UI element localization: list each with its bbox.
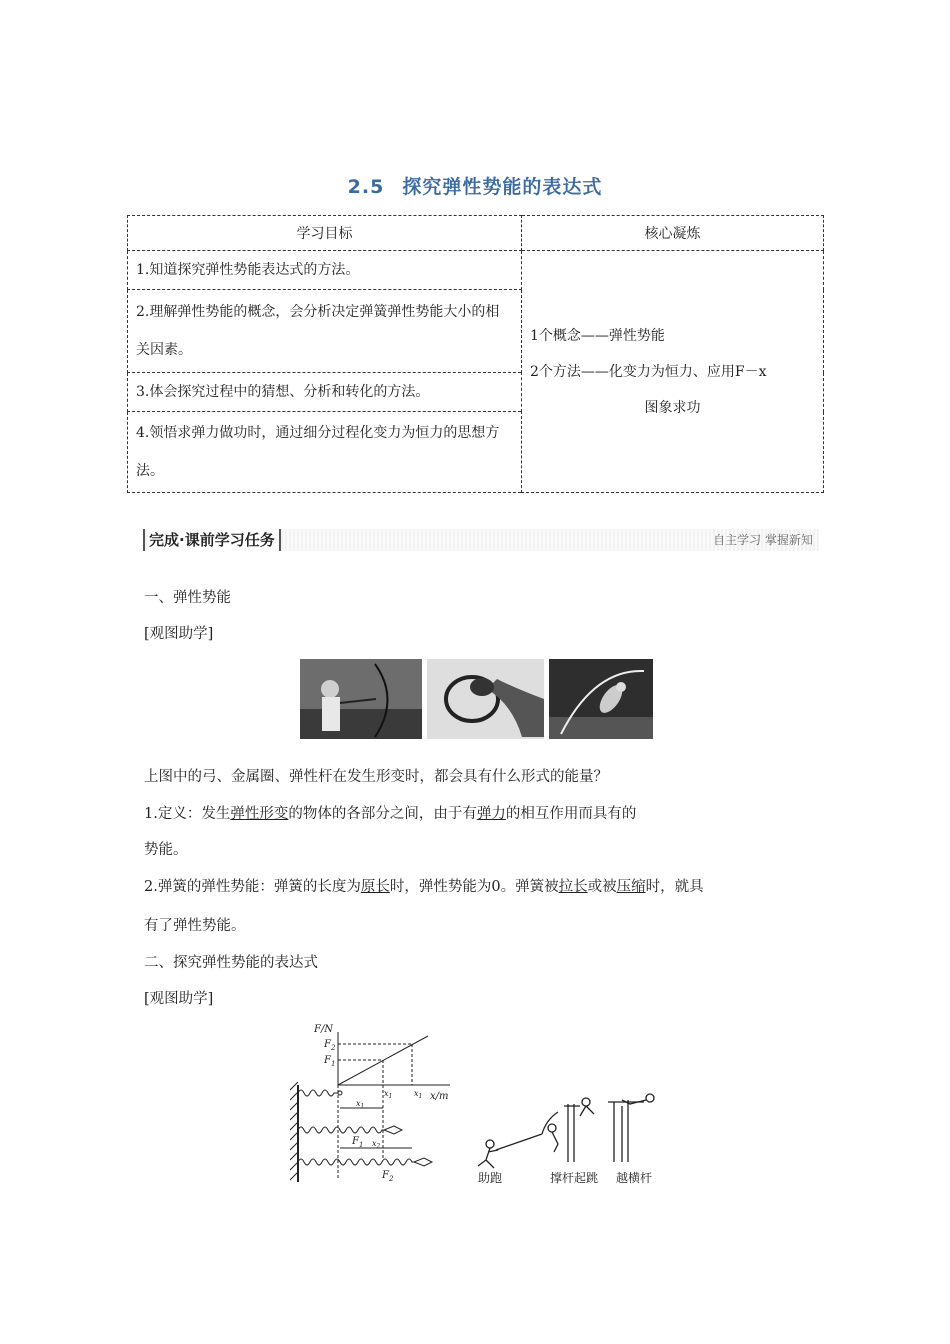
core-line-1: 1个概念——弹性势能 xyxy=(530,327,665,344)
stage-run-label: 助跑 xyxy=(478,1171,503,1185)
stage-over-label: 越横杆 xyxy=(616,1171,653,1185)
f2-spring-label: $F_2$ xyxy=(382,1170,394,1183)
f2-label: $F_2$ xyxy=(324,1039,336,1052)
spring-energy-end: 有了弹性势能。 xyxy=(144,918,246,934)
x1-tick-right: $x_1$ xyxy=(414,1089,423,1100)
section2-tag: [观图助学] xyxy=(144,991,214,1007)
blank-natural-length: 原长 xyxy=(360,879,390,895)
core-line-2: 2个方法——化变力为恒力、应用F－x xyxy=(530,363,767,380)
archery-photo xyxy=(300,659,422,739)
pole-vault-photo xyxy=(549,659,653,739)
f1-label: $F_1$ xyxy=(324,1055,336,1068)
blank-stretched: 拉长 xyxy=(558,879,588,895)
page-title: 2.5 探究弹性势能的表达式 xyxy=(347,176,603,198)
x1-arrow-label: $x_1$ xyxy=(356,1099,365,1110)
spring-energy-line: 2.弹簧的弹性势能：弹簧的长度为原长时，弹性势能为0。弹簧被拉长或被压缩时，就具 xyxy=(144,879,704,895)
goal-item-1: 1.知道探究弹性势能表达式的方法。 xyxy=(128,251,522,290)
pole-vault-image xyxy=(549,659,653,739)
definition-end: 势能。 xyxy=(144,842,188,858)
pole-vault-stages-diagram xyxy=(468,1090,664,1190)
x-axis-label: x/m xyxy=(430,1091,449,1102)
section-banner xyxy=(143,529,819,551)
x2-arrow-label: $x_2$ xyxy=(372,1139,381,1150)
goal-item-3: 3.体会探究过程中的猜想、分析和转化的方法。 xyxy=(128,373,522,412)
table-header-core: 核心凝炼 xyxy=(522,216,824,251)
metal-ring-image xyxy=(427,659,544,739)
f1-spring-label: $F_1$ xyxy=(352,1136,364,1149)
metal-ring-photo xyxy=(427,659,544,739)
banner-subtitle: 自主学习 掌握新知 xyxy=(713,533,813,547)
core-summary xyxy=(522,251,824,493)
section2-heading: 二、探究弹性势能的表达式 xyxy=(144,955,318,971)
spring-force-diagram xyxy=(290,1020,470,1190)
question-text: 上图中的弓、金属圈、弹性杆在发生形变时，都会具有什么形式的能量？ xyxy=(144,769,608,785)
goal-item-2: 2.理解弹性势能的概念，会分析决定弹簧弹性势能大小的相关因素。 xyxy=(128,290,522,373)
table-header-goals: 学习目标 xyxy=(128,216,522,251)
section1-tag: [观图助学] xyxy=(144,626,214,642)
blank-elastic-deformation: 弹性形变 xyxy=(230,806,289,822)
banner-title: 完成·课前学习任务 xyxy=(149,529,281,551)
blank-compressed: 压缩 xyxy=(616,879,646,895)
definition-line: 1.定义：发生弹性形变的物体的各部分之间，由于有弹力的相互作用而具有的 xyxy=(144,806,637,822)
section1-heading: 一、弹性势能 xyxy=(144,590,231,606)
stage-jump-label: 撑杆起跳 xyxy=(550,1171,599,1185)
x1-tick: $x_1$ xyxy=(384,1089,393,1100)
learning-goals-table xyxy=(127,215,824,493)
y-axis-label: F/N xyxy=(314,1024,334,1035)
goal-item-4: 4.领悟求弹力做功时，通过细分过程化变力为恒力的思想方法。 xyxy=(128,412,522,493)
blank-elastic-force: 弹力 xyxy=(476,806,506,822)
archery-image xyxy=(300,659,422,739)
core-line-3: 图象求功 xyxy=(644,399,701,416)
